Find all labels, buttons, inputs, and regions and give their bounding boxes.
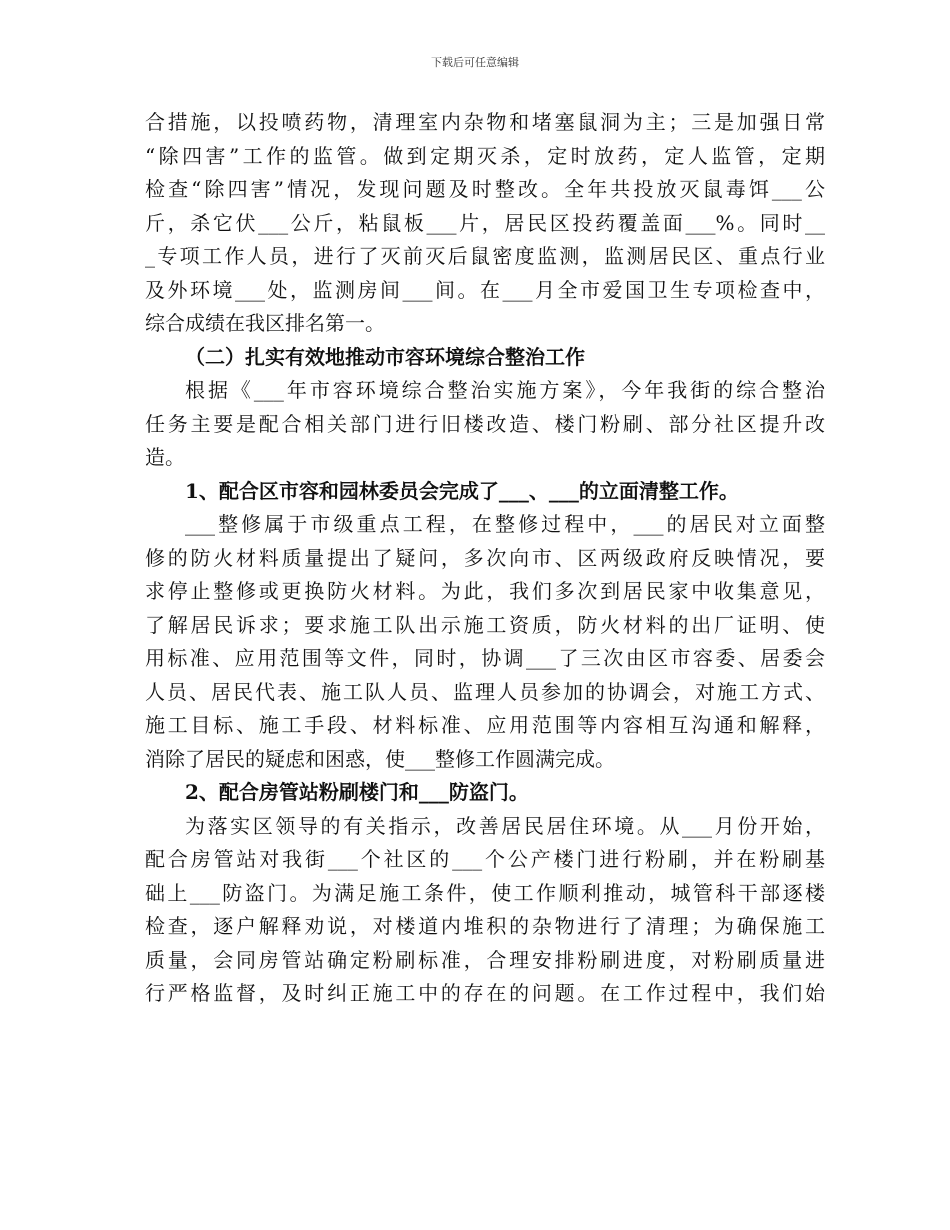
text-line: 了解居民诉求；要求施工队出示施工资质，防火材料的出厂证明、使 — [145, 612, 825, 637]
text-line: 综合成绩在我区排名第一。 — [145, 311, 385, 335]
text-line: 合措施，以投喷药物，清理室内杂物和堵塞鼠洞为主；三是加强日常 — [145, 110, 825, 134]
text-line: 检查“除四害”情况，发现问题及时整改。全年共投放灭鼠毒饵___公 — [145, 177, 825, 201]
text-line: 质量，会同房管站确定粉刷标准，合理安排粉刷进度，对粉刷质量进 — [145, 947, 825, 972]
text-line: 行严格监督，及时纠正施工中的存在的问题。在工作过程中，我们始 — [145, 981, 825, 1005]
text-line: 用标准、应用范围等文件，同时，协调___了三次由区市容委、居委会 — [145, 646, 825, 670]
text-line: ___整修属于市级重点工程，在整修过程中，___的居民对立面整 — [185, 512, 825, 536]
document-body — [145, 106, 825, 1011]
text-line: 消除了居民的疑虑和困惑，使___整修工作圆满完成。 — [145, 746, 615, 771]
page-header: 下载后可任意编辑 — [431, 56, 519, 69]
text-line: 根据《___年市容环境综合整治实施方案》，今年我街的综合整治 — [185, 378, 825, 402]
section-heading: 1、配合区市容和园林委员会完成了___、___的立面清整工作。 — [185, 478, 739, 503]
text-line: “除四害”工作的监管。做到定期灭杀，定时放药，定人监管，定期 — [145, 143, 825, 168]
text-line: 人员、居民代表、施工队人员、监理人员参加的协调会，对施工方式、 — [145, 679, 825, 704]
text-line: 求停止整修或更换防火材料。为此，我们多次到居民家中收集意见， — [145, 579, 825, 603]
text-line: _专项工作人员，进行了灭前灭后鼠密度监测，监测居民区、重点行业 — [145, 244, 825, 268]
text-line: 斤，杀它伏___公斤，粘鼠板___片，居民区投药覆盖面___%。同时__ — [145, 210, 825, 235]
text-line: 任务主要是配合相关部门进行旧楼改造、楼门粉刷、部分社区提升改 — [145, 411, 825, 436]
text-line: 修的防火材料质量提出了疑问，多次向市、区两级政府反映情况，要 — [145, 545, 825, 570]
text-line: 础上___防盗门。为满足施工条件，使工作顺利推动，城管科干部逐楼 — [145, 880, 825, 905]
section-heading: （二）扎实有效地推动市容环境综合整治工作 — [185, 344, 585, 369]
text-line: 为落实区领导的有关指示，改善居民居住环境。从___月份开始， — [185, 813, 825, 838]
text-line: 检查，逐户解释劝说，对楼道内堆积的杂物进行了清理；为确保施工 — [145, 914, 825, 938]
text-line: 施工目标、施工手段、材料标准、应用范围等内容相互沟通和解释， — [145, 713, 825, 737]
text-line: 造。 — [145, 445, 185, 469]
text-line: 配合房管站对我街___个社区的___个公产楼门进行粉刷，并在粉刷基 — [145, 847, 825, 871]
section-heading: 2、配合房管站粉刷楼门和___防盗门。 — [185, 780, 529, 804]
text-line: 及外环境___处，监测房间___间。在___月全市爱国卫生专项检查中， — [145, 277, 825, 302]
